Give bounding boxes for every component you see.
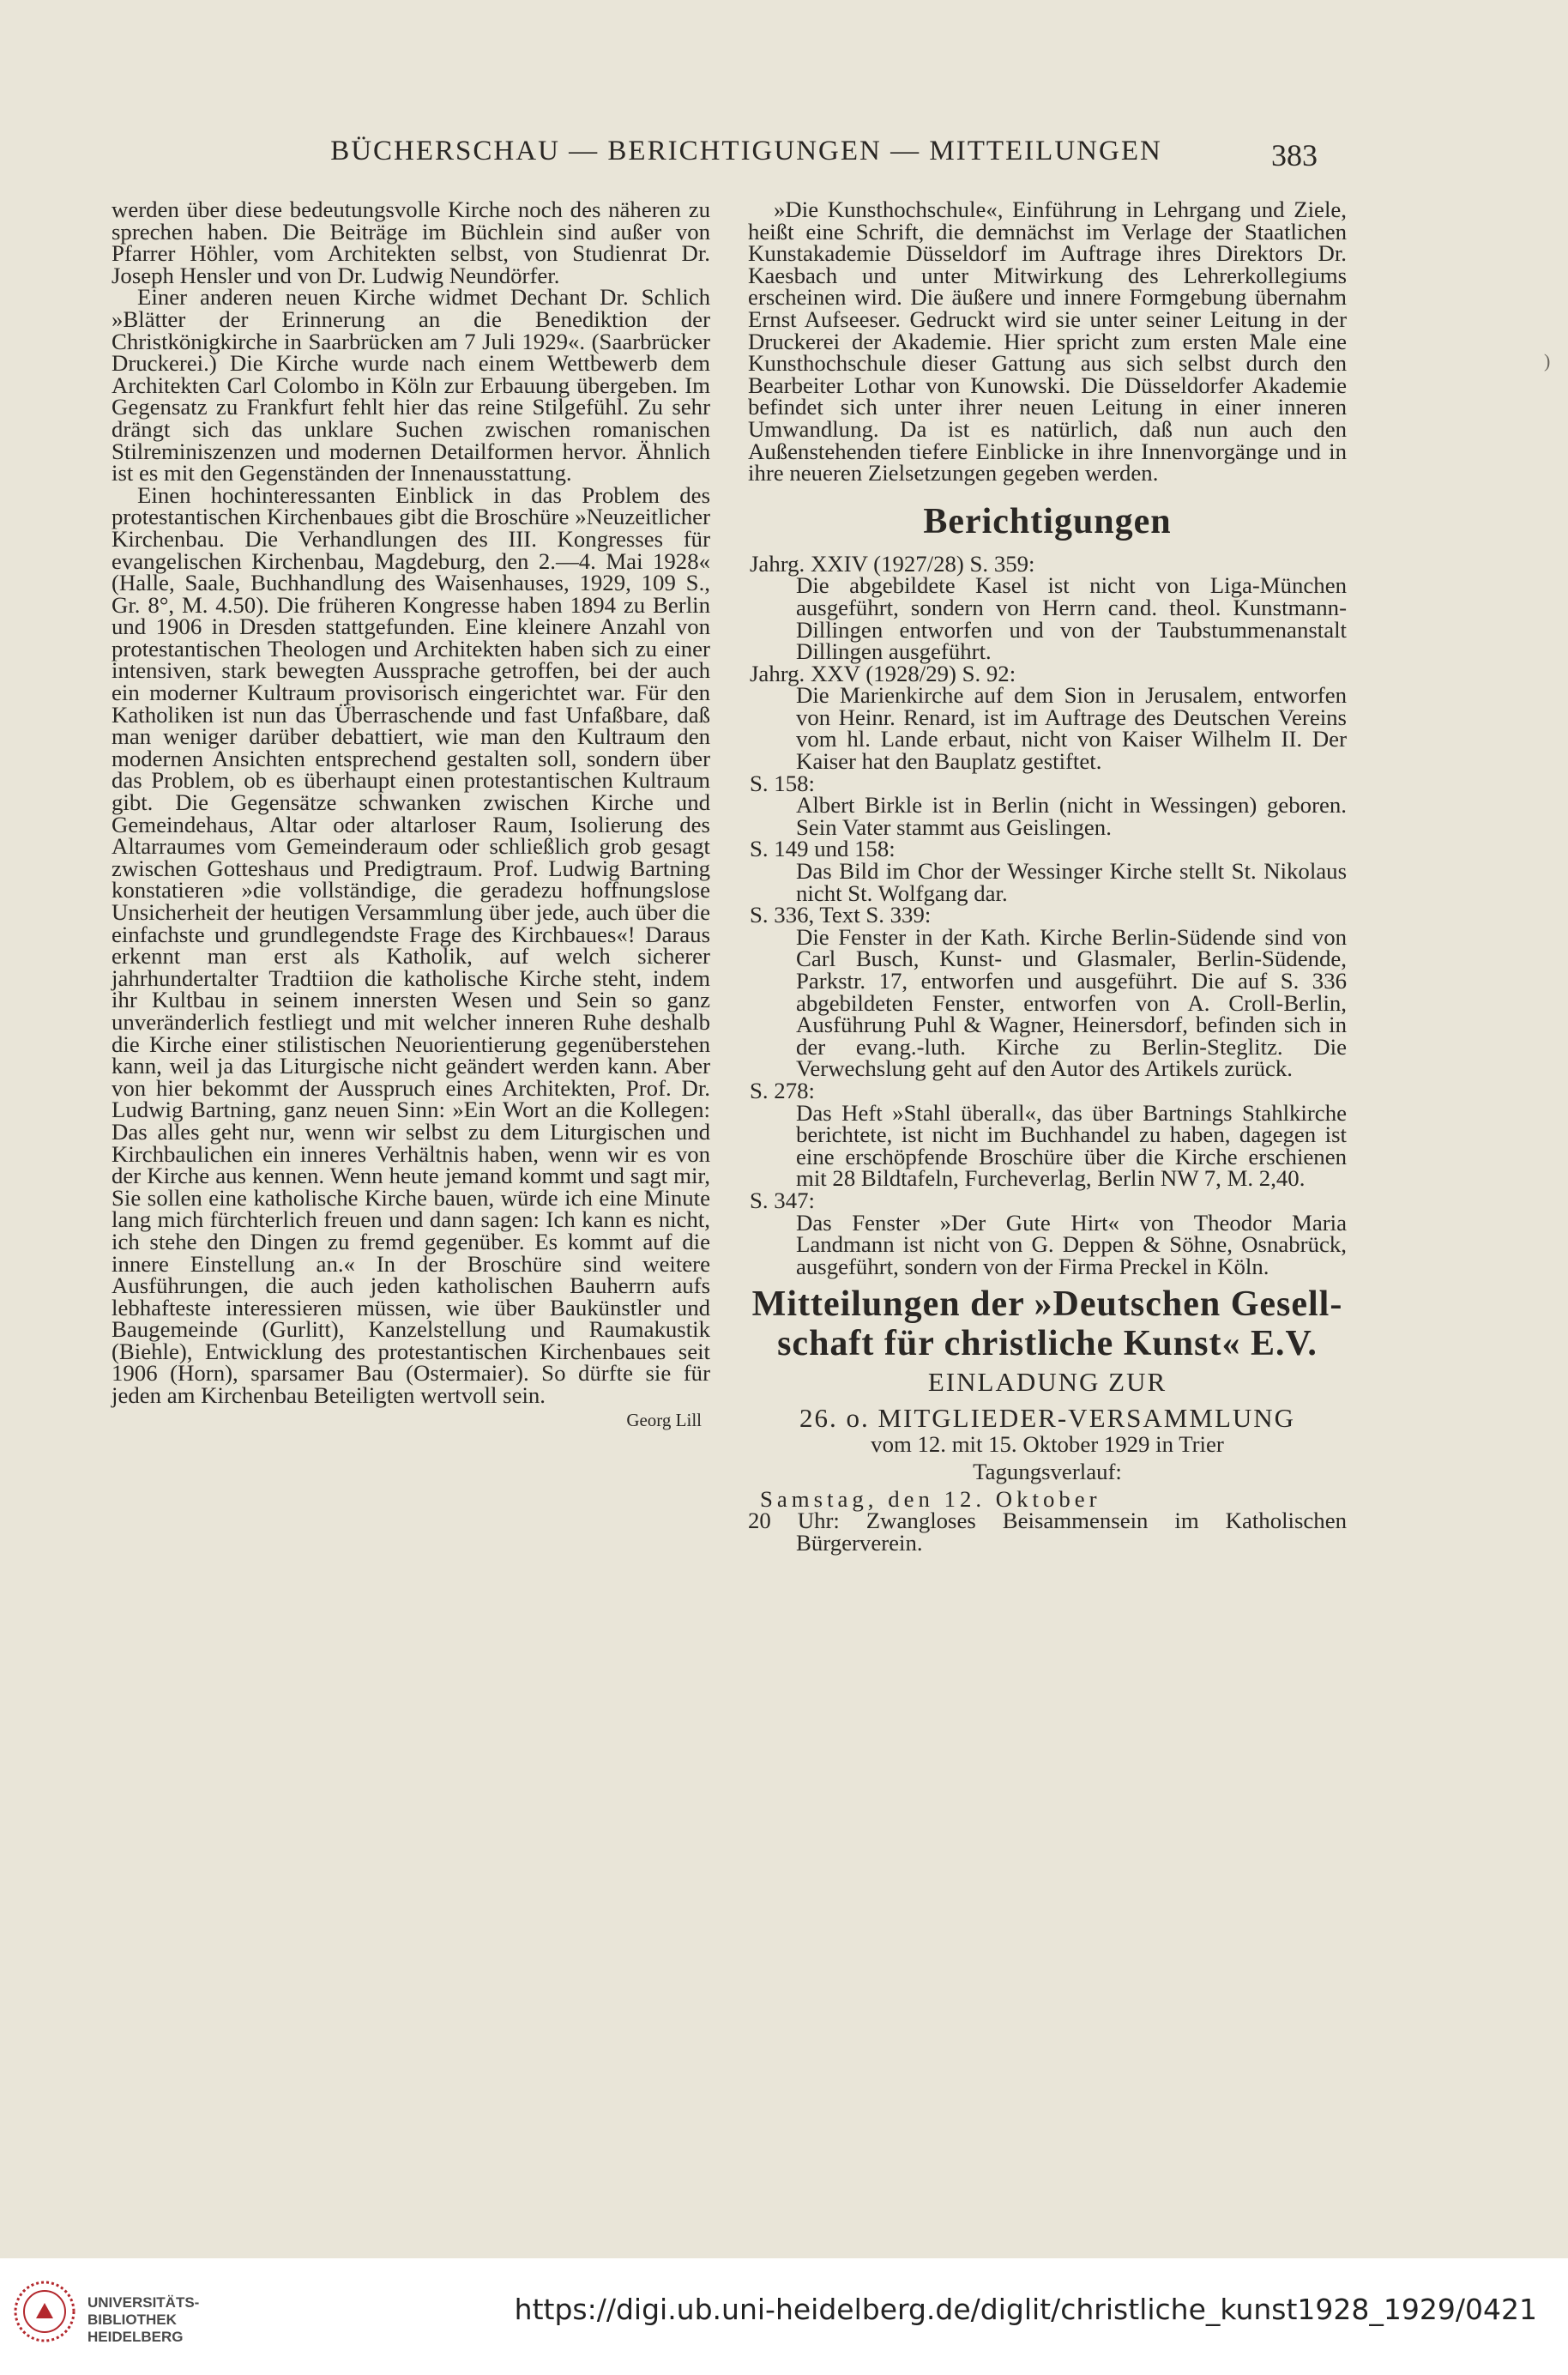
correction-item (748, 1187, 1347, 1279)
correction-item (748, 550, 1347, 665)
page-number: 383 (1271, 138, 1318, 172)
correction-text: Das Bild im Chor der Wessinger Kirche stellt St. Nikolaus nicht St. Wolfgang dar. (796, 858, 1347, 906)
correction-reference: S. 149 und 158: (750, 836, 896, 862)
correction-item (748, 838, 1347, 904)
library-name: UNIVERSITÄTS- BIBLIOTHEK HEIDELBERG (87, 2294, 200, 2345)
paragraph: »Die Kunsthochschule«, Einführung in Lehrgang und Ziele, heißt eine Schrift, die demnächst im Verlage der Staatlichen Kunstakademie Düsseldorf im Auftrage ihres Direktors Dr. Kaesbach und unter Mitwirkung des Lehrerkollegiums erscheinen wird. Die äußere und innere Formgebung übernahm Ernst Aufseeser. Gedruckt wird sie unter seiner Leitung in der Druckerei der Akademie. Hier spricht zum ersten Male eine Kunsthochschule dieser Gattung aus sich selbst durch den Bearbeiter Lothar von Kunowski. Die Düsseldorfer Akademie befindet sich unter ihrer neuen Leitung in einer inneren Umwandlung. Da ist es natürlich, daß nun auch den Außenstehenden tiefere Einblicke in ihre Innenvorgänge und in ihre neueren Zielsetzungen gegeben werden. (748, 196, 1347, 486)
correction-text: Albert Birkle ist in Berlin (nicht in Wessingen) geboren. Sein Vater stammt aus Geislingen. (796, 792, 1347, 840)
correction-text: Die Fenster in der Kath. Kirche Berlin-Südende sind von Carl Busch, Kunst- und Glasmaler, Berlin-Südende, Parkstr. 17, entworfen und ausgeführt. Die auf S. 336 abgebildeten Fenster, entworfen von A. Croll-Berlin, Ausführung Puhl & Wagner, Heinersdorf, befinden sich in der evang.-luth. Kirche zu Berlin-Steglitz. Die Verwechslung geht auf den Autor des Artikels zurück. (796, 923, 1347, 1082)
seal-icon (12, 2279, 77, 2344)
paragraph: Einer anderen neuen Kirche widmet Dechant Dr. Schlich »Blätter der Erinnerung an die Benediktion der Christkönigkirche in Saarbrücken am 7 Juli 1929«. (Saarbrücker Druckerei.) Die Kirche wurde nach einem Wettbewerb dem Architekten Carl Colombo in Köln zur Erbauung übergeben. Im Gegensatz zu Frankfurt fehlt hier das reine Stilgefühl. Zu sehr drängt sich das unklare Suchen zwischen romanischen Stilreminiszenzen und modernen Detailformen hervor. Ähnlich ist es mit den Gegenständen der Innenausstattung. (112, 284, 710, 486)
assembly-title: 26. o. MITGLIEDER-VERSAMMLUNG (799, 1403, 1296, 1434)
agenda-item: 20 Uhr: Zwangloses Beisammensein im Katholischen Bürgerverein. (748, 1508, 1347, 1556)
invitation-line: EINLADUNG ZUR (927, 1367, 1167, 1398)
correction-reference: S. 347: (750, 1187, 815, 1213)
library-footer (0, 2258, 1568, 2375)
right-column (748, 196, 1347, 1556)
correction-text: Das Heft »Stahl überall«, das über Bartnings Stahlkirche berichtete, ist nicht im Buchhandel zu haben, dagegen ist eine erschöpfende Broschüre über die Kirche erschienen mit 28 Bildtafeln, Furcheverlag, Berlin NW 7, M. 2,40. (796, 1099, 1347, 1192)
correction-reference: Jahrg. XXV (1928/29) S. 92: (750, 660, 1016, 686)
running-header: BÜCHERSCHAU — BERICHTIGUNGEN — MITTEILUNGEN (330, 136, 1162, 166)
correction-item (748, 904, 1347, 1080)
correction-text: Das Fenster »Der Gute Hirt« von Theodor Maria Landmann ist nicht von G. Deppen & Söhne, Osnabrück, ausgeführt, sondern von der Firma Preckel in Köln. (796, 1209, 1347, 1279)
correction-text: Die Marienkirche auf dem Sion in Jerusalem, entworfen von Heinr. Renard, ist im Auftrage des Deutschen Vereins vom hl. Lande erbaut, nicht von Kaiser Wilhelm II. Der Kaiser hat den Bauplatz gestiftet. (796, 682, 1347, 775)
corrections-heading: Berichtigungen (923, 501, 1172, 541)
correction-item (748, 660, 1347, 775)
correction-item (748, 1077, 1347, 1192)
agenda-label: Tagungsverlauf: (973, 1458, 1122, 1484)
paragraph: Einen hochinteressanten Einblick in das Problem des protestantischen Kirchenbaues gibt die Broschüre »Neuzeitlicher Kirchenbau. Die Verhandlungen des III. Kongresses für evangelischen Kirchenbau, Magdeburg, den 2.—4. Mai 1928« (Halle, Saale, Buchhandlung des Waisenhauses, 1929, 109 S., Gr. 8°, M. 4.50). Die früheren Kongresse haben 1894 zu Berlin und 1906 in Dresden stattgefunden. Eine kleinere Anzahl von protestantischen Theologen und Architekten haben sich zu einer intensiven, stark bewegten Aussprache getroffen, bei der auch ein moderner Kultraum provisorisch eingerichtet war. Für den Katholiken ist nun das Überraschende und fast Unfaßbare, daß man weniger darüber debattiert, wie man den Kultraum den modernen Ansichten entsprechend gestalten soll, sondern über das Problem, ob es überhaupt einen protestantischen Kultraum gibt. Die Gegensätze schwanken zwischen Kirche und Gemeindehaus, Altar oder altarloser Raum, Isolierung des Altarraumes vom Gemeinderaum oder schließlich grob gesagt zwischen Gotteshaus und Predigtraum. Prof. Ludwig Bartning konstatieren »die vollständige, die geradezu hoffnungslose Unsicherheit der heutigen Versammlung über jede, auch über die einfachste und grundlegendste Frage des Kirchbaues«! Daraus erkennt man erst als Katholik, auf welch sicherer jahrhundertalter Tradtiion die katholische Kirche steht, indem ihr Kultbau in seinem innersten Wesen und Sein so ganz unveränderlich festliegt und mit welcher inneren Ruhe deshalb die Kirche einer stilistischen Neuorientierung gegenüberstehen kann, weil ja das Liturgische nicht geändert werden kann. Aber von hier bekommt der Ausspruch eines Architekten, Prof. Dr. Ludwig Bartning, ganz neuen Sinn: »Ein Wort an die Kollegen: Das alles geht nur, wenn wir selbst zu dem Liturgischen und Kirchbaulichen ein inneres Verhältnis haben, wenn wir es von der Kirche aus kennen. Wenn heute jemand kommt und sagt mir, Sie sollen eine katholische Kirche bauen, würde ich eine Minute lang mich fürchterlich freuen und dann sagen: Ich kann es nicht, ich stehe den Dingen zu fremd gegenüber. Es kommt auf die innere Einstellung an.« In der Broschüre sind weitere Ausführungen, die auch jeden katholischen Bauherrn aufs lebhafteste interessieren müssen, wie über Baukünstler und Baugemeinde (Gurlitt), Kanzelstellung und Raumakustik (Biehle), Entwicklung des protestantischen Kirchenbaues seit 1906 (Horn), sparsamer Bau (Ostermaier). So dürfte sie für jeden am Kirchenbau Beteiligten wertvoll sein. (112, 481, 710, 1409)
left-column (112, 196, 710, 1433)
heading-line: schaft für christliche Kunst« E.V. (777, 1324, 1318, 1364)
agenda-day: Samstag, den 12. Oktober (760, 1485, 1101, 1512)
correction-reference: S. 158: (750, 770, 815, 796)
permalink[interactable]: https://digi.ub.uni-heidelberg.de/diglit/christliche_kunst1928_1929/0421 (514, 2293, 1537, 2326)
assembly-dates: vom 12. mit 15. Oktober 1929 in Trier (871, 1431, 1224, 1458)
correction-reference: S. 278: (750, 1077, 815, 1103)
correction-item (748, 770, 1347, 840)
correction-text: Die abgebildete Kasel ist nicht von Liga-München ausgeführt, sondern von Herrn cand. theol. Kunstmann-Dillingen entworfen und von der Taubstummenanstalt Dillingen ausgeführt. (796, 572, 1347, 665)
paragraph: werden über diese bedeutungsvolle Kirche noch des näheren zu sprechen haben. Die Beiträge im Büchlein sind außer von Pfarrer Höhler, vom Architekten selbst, von Studienrat Dr. Joseph Hensler und von Dr. Ludwig Neundörfer. (112, 196, 710, 288)
correction-reference: Jahrg. XXIV (1927/28) S. 359: (750, 550, 1035, 577)
edge-mark: ) (1544, 350, 1551, 372)
society-notices-heading (748, 1284, 1347, 1363)
author-signature: Georg Lill (626, 1409, 702, 1430)
heading-line: Mitteilungen der »Deutschen Gesell- (751, 1284, 1343, 1325)
correction-reference: S. 336, Text S. 339: (750, 902, 932, 928)
